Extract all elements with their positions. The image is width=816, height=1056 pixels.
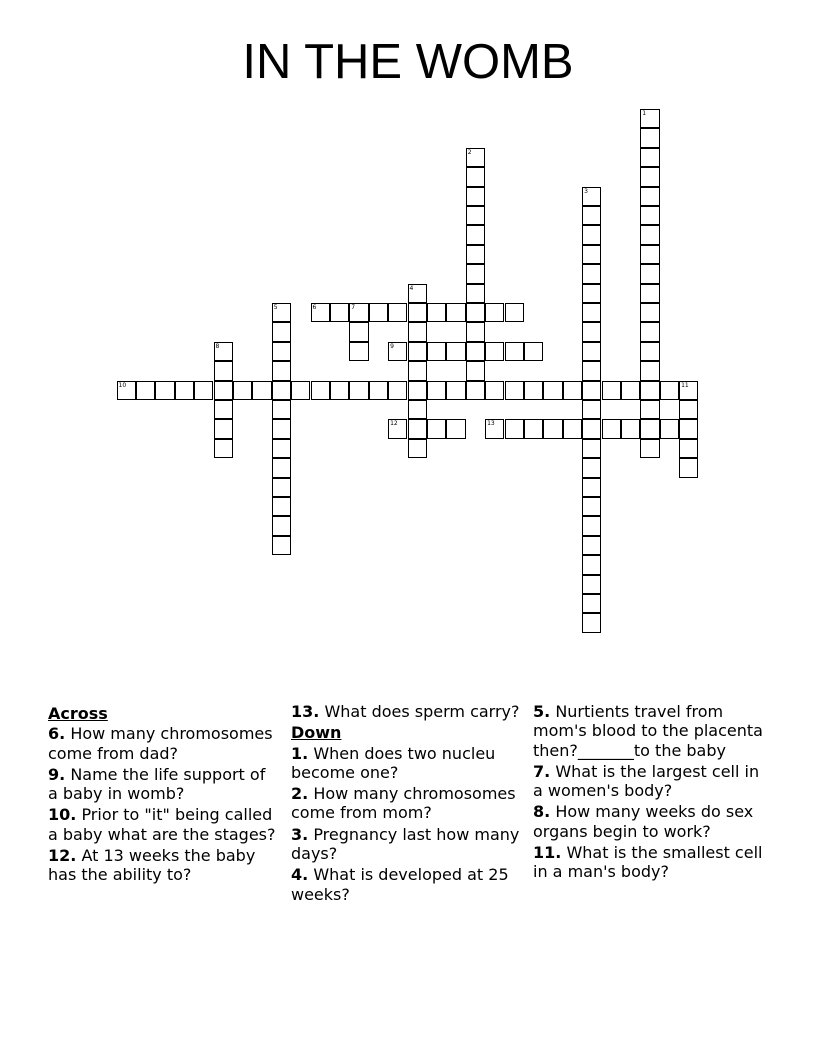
grid-cell[interactable] (543, 419, 562, 438)
clue-text: What is the smallest cell in a man's body? (533, 843, 763, 882)
grid-cell[interactable] (602, 419, 621, 438)
page-title: IN THE WOMB (242, 35, 574, 89)
grid-cell[interactable] (640, 439, 659, 458)
grid-cell[interactable] (349, 322, 368, 341)
grid-cell[interactable] (466, 284, 485, 303)
grid-cell[interactable] (679, 381, 698, 400)
grid-cell[interactable] (679, 400, 698, 419)
grid-cell[interactable] (621, 419, 640, 438)
grid-cell[interactable] (117, 381, 136, 400)
grid-cell[interactable] (408, 322, 427, 341)
grid-cell[interactable] (272, 536, 291, 555)
grid-cell[interactable] (563, 419, 582, 438)
cell-number: 9 (390, 342, 394, 350)
grid-cell[interactable] (175, 381, 194, 400)
clue-item (291, 825, 523, 864)
grid-cell[interactable] (272, 303, 291, 322)
grid-cell[interactable] (252, 381, 271, 400)
grid-cell[interactable] (524, 381, 543, 400)
grid-cell[interactable] (388, 303, 407, 322)
grid-cell[interactable] (582, 613, 601, 632)
clue-number: 10. (48, 805, 77, 825)
grid-cell[interactable] (640, 284, 659, 303)
grid-cell[interactable] (349, 342, 368, 361)
clue-item (48, 846, 278, 885)
grid-cell[interactable] (408, 400, 427, 419)
grid-cell[interactable] (272, 458, 291, 477)
grid-cell[interactable] (505, 342, 524, 361)
down-header: Down (291, 723, 342, 743)
grid-cell[interactable] (272, 478, 291, 497)
grid-cell[interactable] (330, 303, 349, 322)
clue-text: What is the largest cell in a women's body? (533, 761, 760, 801)
grid-cell[interactable] (640, 148, 659, 167)
grid-cell[interactable] (582, 594, 601, 613)
grid-cell[interactable] (582, 284, 601, 303)
grid-cell[interactable] (582, 536, 601, 555)
grid-cell[interactable] (640, 303, 659, 322)
grid-cell[interactable] (640, 400, 659, 419)
cell-number: 13 (487, 420, 495, 428)
clue-number: 4. (291, 865, 309, 885)
grid-cell[interactable] (640, 361, 659, 380)
clue-text: What is developed at 25 weeks? (291, 865, 509, 904)
clue-number: 9. (48, 764, 66, 784)
clue-text: When does two nucleu become one? (291, 743, 496, 782)
grid-cell[interactable] (155, 381, 174, 400)
grid-cell[interactable] (505, 303, 524, 322)
grid-cell[interactable] (485, 303, 504, 322)
clues-column-1 (48, 702, 278, 887)
clue-number: 5. (533, 702, 551, 721)
clue-number: 6. (48, 724, 66, 744)
grid-cell[interactable] (388, 419, 407, 438)
clues-column-2 (291, 702, 523, 906)
grid-cell[interactable] (446, 342, 465, 361)
clue-number: 7. (533, 761, 551, 781)
grid-cell[interactable] (640, 167, 659, 186)
across-header: Across (48, 704, 108, 723)
grid-cell[interactable] (660, 419, 679, 438)
grid-cell[interactable] (369, 303, 388, 322)
grid-cell[interactable] (272, 439, 291, 458)
cell-number: 5 (273, 304, 278, 311)
grid-cell[interactable] (640, 322, 659, 341)
grid-cell[interactable] (582, 342, 601, 361)
grid-cell[interactable] (466, 381, 485, 400)
grid-cell[interactable] (640, 245, 659, 264)
grid-cell[interactable] (582, 245, 601, 264)
clue-text: Name the life support of a baby in womb? (48, 764, 266, 804)
grid-cell[interactable] (214, 419, 233, 438)
clue-number: 12. (48, 846, 77, 866)
grid-cell[interactable] (505, 419, 524, 438)
grid-cell[interactable] (427, 381, 446, 400)
grid-cell[interactable] (602, 381, 621, 400)
clue-text: Pregnancy last how many days? (291, 824, 520, 864)
grid-cell[interactable] (272, 497, 291, 516)
clue-text: Nurtients travel from mom's blood to the placenta then?_______to the baby (533, 702, 763, 760)
grid-cell[interactable] (466, 322, 485, 341)
cell-number: 1 (642, 110, 647, 117)
grid-cell[interactable] (311, 381, 330, 400)
grid-cell[interactable] (660, 381, 679, 400)
grid-cell[interactable] (640, 128, 659, 147)
grid-cell[interactable] (214, 361, 233, 380)
grid-cell[interactable] (272, 361, 291, 380)
clue-item (48, 765, 278, 804)
grid-cell[interactable] (543, 381, 562, 400)
grid-cell[interactable] (427, 419, 446, 438)
grid-cell[interactable] (466, 264, 485, 283)
clue-text: Prior to "it" being called a baby what are the stages? (48, 805, 276, 844)
grid-cell[interactable] (582, 264, 601, 283)
grid-cell[interactable] (640, 342, 659, 361)
cell-number: 10 (118, 381, 127, 389)
grid-cell[interactable] (582, 419, 601, 438)
grid-cell[interactable] (446, 303, 465, 322)
clue-number: 13. (291, 702, 320, 721)
grid-cell[interactable] (272, 342, 291, 361)
grid-cell[interactable] (408, 284, 427, 303)
grid-cell[interactable] (679, 439, 698, 458)
grid-cell[interactable] (369, 381, 388, 400)
grid-cell[interactable] (485, 381, 504, 400)
grid-cell[interactable] (640, 381, 659, 400)
clue-item (291, 702, 523, 721)
grid-cell[interactable] (408, 439, 427, 458)
grid-cell[interactable] (349, 381, 368, 400)
grid-cell[interactable] (214, 342, 233, 361)
grid-cell[interactable] (466, 148, 485, 167)
grid-cell[interactable] (330, 381, 349, 400)
grid-cell[interactable] (427, 303, 446, 322)
clue-number: 1. (291, 743, 309, 763)
cell-number: 8 (215, 342, 220, 350)
cell-number: 2 (467, 148, 472, 156)
grid-cell[interactable] (408, 419, 427, 438)
grid-cell[interactable] (582, 187, 601, 206)
cell-number: 11 (681, 381, 689, 389)
clue-text: How many chromosomes come from mom? (291, 784, 516, 823)
grid-cell[interactable] (214, 400, 233, 419)
clue-item (48, 805, 278, 844)
clue-text: How many chromosomes come from dad? (48, 724, 273, 763)
cell-number: 7 (351, 304, 356, 311)
grid-cell[interactable] (233, 381, 252, 400)
clue-item (291, 865, 523, 904)
grid-cell[interactable] (466, 361, 485, 380)
clue-item (533, 762, 768, 801)
grid-cell[interactable] (136, 381, 155, 400)
cell-number: 12 (390, 420, 398, 428)
grid-cell[interactable] (582, 322, 601, 341)
grid-cell[interactable] (582, 478, 601, 497)
grid-cell[interactable] (485, 419, 504, 438)
clue-item (291, 744, 523, 783)
cell-number: 6 (312, 304, 317, 311)
grid-cell[interactable] (408, 381, 427, 400)
clue-text: What does sperm carry? (324, 702, 520, 721)
grid-cell[interactable] (272, 516, 291, 535)
grid-cell[interactable] (582, 458, 601, 477)
grid-cell[interactable] (446, 419, 465, 438)
grid-cell[interactable] (524, 342, 543, 361)
grid-cell[interactable] (466, 342, 485, 361)
grid-cell[interactable] (582, 400, 601, 419)
grid-cell[interactable] (272, 400, 291, 419)
clue-item (533, 802, 768, 841)
grid-cell[interactable] (408, 342, 427, 361)
grid-cell[interactable] (640, 225, 659, 244)
grid-cell[interactable] (563, 381, 582, 400)
grid-cell[interactable] (466, 206, 485, 225)
grid-cell[interactable] (640, 109, 659, 128)
grid-cell[interactable] (466, 225, 485, 244)
grid-cell[interactable] (214, 381, 233, 400)
clue-number: 2. (291, 784, 309, 804)
grid-cell[interactable] (214, 439, 233, 458)
grid-cell[interactable] (272, 381, 291, 400)
cell-number: 4 (409, 284, 414, 292)
grid-cell[interactable] (582, 206, 601, 225)
grid-cell[interactable] (582, 225, 601, 244)
grid-cell[interactable] (582, 575, 601, 594)
clue-item (291, 784, 523, 823)
grid-cell[interactable] (408, 361, 427, 380)
grid-cell[interactable] (582, 516, 601, 535)
grid-cell[interactable] (505, 381, 524, 400)
grid-cell[interactable] (621, 381, 640, 400)
grid-cell[interactable] (679, 419, 698, 438)
grid-cell[interactable] (466, 303, 485, 322)
grid-cell[interactable] (679, 458, 698, 477)
grid-cell[interactable] (582, 303, 601, 322)
grid-cell[interactable] (311, 303, 330, 322)
grid-cell[interactable] (582, 381, 601, 400)
grid-cell[interactable] (408, 303, 427, 322)
grid-cell[interactable] (272, 419, 291, 438)
clue-item (533, 702, 768, 760)
grid-cell[interactable] (582, 555, 601, 574)
grid-cell[interactable] (427, 342, 446, 361)
grid-cell[interactable] (194, 381, 213, 400)
clue-text: How many weeks do sex organs begin to work? (533, 802, 754, 841)
grid-cell[interactable] (466, 187, 485, 206)
grid-cell[interactable] (582, 439, 601, 458)
grid-cell[interactable] (446, 381, 465, 400)
grid-cell[interactable] (466, 245, 485, 264)
clue-text: At 13 weeks the baby has the ability to? (48, 846, 256, 885)
grid-cell[interactable] (272, 322, 291, 341)
clue-number: 3. (291, 824, 309, 844)
grid-cell[interactable] (466, 167, 485, 186)
clues-column-3 (533, 702, 768, 884)
grid-cell[interactable] (485, 342, 504, 361)
grid-cell[interactable] (388, 342, 407, 361)
clue-number: 8. (533, 802, 551, 822)
grid-cell[interactable] (640, 206, 659, 225)
grid-cell[interactable] (640, 187, 659, 206)
clue-number: 11. (533, 843, 562, 863)
clue-item (533, 843, 768, 882)
grid-cell[interactable] (640, 419, 659, 438)
grid-cell[interactable] (640, 264, 659, 283)
grid-cell[interactable] (349, 303, 368, 322)
grid-cell[interactable] (388, 381, 407, 400)
grid-cell[interactable] (291, 381, 310, 400)
grid-cell[interactable] (582, 361, 601, 380)
grid-cell[interactable] (582, 497, 601, 516)
cell-number: 3 (584, 187, 588, 195)
clue-item (48, 724, 278, 763)
grid-cell[interactable] (524, 419, 543, 438)
